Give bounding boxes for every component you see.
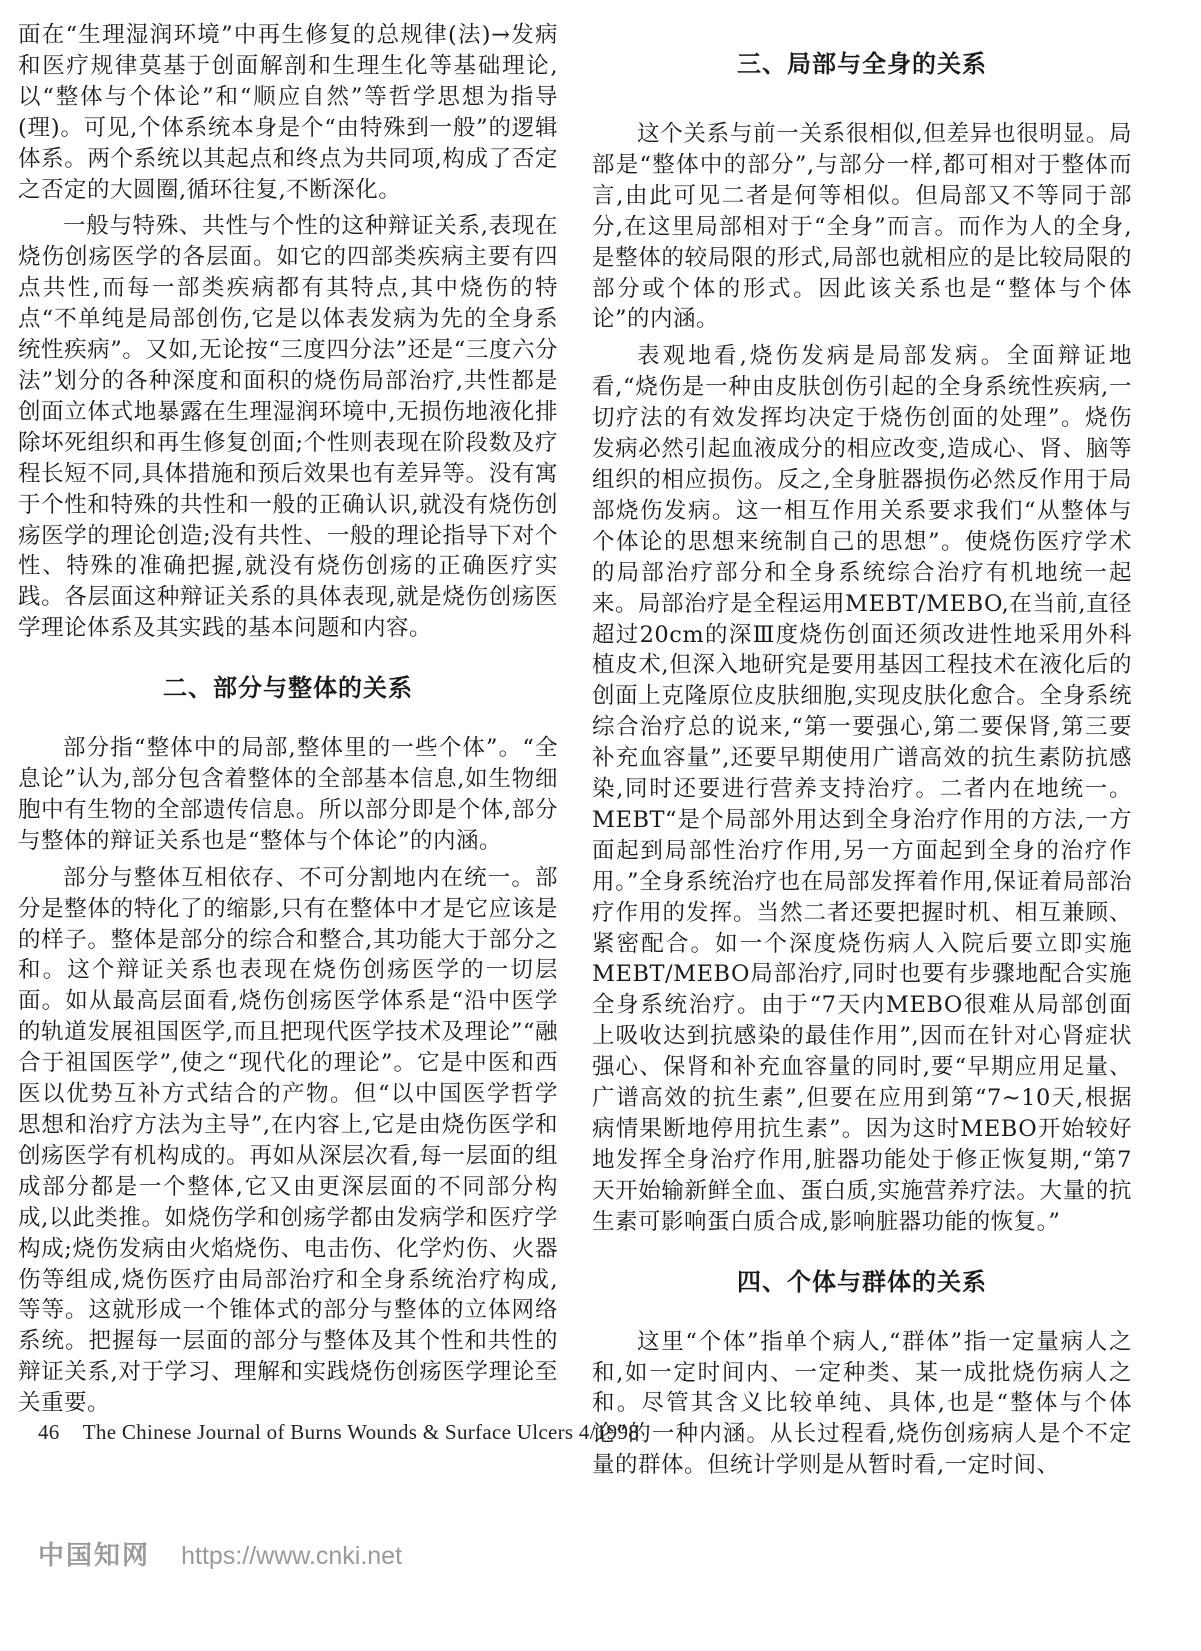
- section-heading-individual-group: 四、个体与群体的关系: [737, 1267, 987, 1296]
- body-paragraph: 部分指“整体中的局部,整体里的一些个体”。“全息论”认为,部分包含着整体的全部基本信息,如生物细胞中有生物的全部遗传信息。所以部分即是个体,部分与整体的辩证关系也是“整体与个体论”的内涵。: [18, 735, 558, 854]
- body-paragraph: 一般与特殊、共性与个性的这种辩证关系,表现在烧伤创疡医学的各层面。如它的四部类疾病主要有四点共性,而每一部类疾病都有其特点,其中烧伤的特点“不单纯是局部创伤,它是以体表发病为先的全身系统性疾病”。又如,无论按“三度四分法”还是“三度六分法”划分的各种深度和面积的烧伤局部治疗,共性都是创面立体式地暴露在生理湿润环境中,无损伤地液化排除坏死组织和再生修复创面;个性则表现在阶段数及疗程长短不同,具体措施和预后效果也有差异等。没有寓于个性和特殊的共性和一般的正确认识,就没有烧伤创疡医学的理论创造;没有共性、一般的理论指导下对个性、特殊的准确把握,就没有烧伤创疡的正确医疗实践。各层面这种辩证关系的具体表现,就是烧伤创疡医学理论体系及其实践的基本问题和内容。: [18, 213, 558, 642]
- body-paragraph: 这里“个体”指单个病人,“群体”指一定量病人之和,如一定时间内、一定种类、某一成批烧伤病人之和。尽管其含义比较单纯、具体,也是“整体与个体论”的一种内涵。从长过程看,烧伤创疡病人是个不定量的群体。但统计学则是从暂时看,一定时间、: [592, 1328, 1132, 1479]
- cnki-url: https://www.cnki.net: [181, 1542, 403, 1570]
- journal-citation: The Chinese Journal of Burns Wounds & Surface Ulcers 4/1998: [82, 1420, 640, 1444]
- cnki-logo: 中国知网: [38, 1541, 151, 1571]
- body-paragraph: 这个关系与前一关系很相似,但差异也很明显。局部是“整体中的部分”,与部分一样,都可相对于整体而言,由此可见二者是何等相似。但局部又不等同于部分,在这里局部相对于“全身”而言。而作为人的全身,是整体的较局限的形式,局部也就相应的是比较局限的部分或个体的形式。因此该关系也是“整体与个体论”的内涵。: [592, 121, 1132, 333]
- page-number: 46: [38, 1420, 60, 1444]
- section-heading-part-whole: 二、部分与整体的关系: [163, 674, 413, 703]
- section-heading-local-whole-body: 三、局部与全身的关系: [737, 50, 987, 78]
- right-text-column: [592, 44, 1132, 1487]
- body-paragraph: 部分与整体互相依存、不可分割地内在统一。部分是整体的特化了的缩影,只有在整体中才是它应该是的样子。整体是部分的综合和整合,其功能大于部分之和。这个辩证关系也表现在烧伤创疡医学的一切层面。如从最高层面看,烧伤创疡医学体系是“沿中医学的轨道发展祖国医学,而且把现代医学技术及理论”“融合于祖国医学”,使之“现代化的理论”。它是中医和西医以优势互补方式结合的产物。但“以中国医学哲学思想和治疗方法为主导”,在内容上,它是由烧伤医学和创疡医学有机构成的。再如从深层次看,每一层面的组成部分都是一个整体,它又由更深层面的不同部分构成,以此类推。如烧伤学和创疡学都由发病学和医疗学构成;烧伤发病由火焰烧伤、电击伤、化学灼伤、火器伤等组成,烧伤医疗由局部治疗和全身系统治疗构成,等等。这就形成一个锥体式的部分与整体的立体网络系统。把握每一层面的部分与整体及其个性和共性的辩证关系,对于学习、理解和实践烧伤创疡医学理论至关重要。: [18, 864, 558, 1417]
- page-footer: [38, 1420, 639, 1445]
- body-paragraph: 面在“生理湿润环境”中再生修复的总规律(法)→发病和医疗规律莫基于创面解剖和生理生化等基础理论,以“整体与个体论”和“顺应自然”等哲学思想为指导(理)。可见,个体系统本身是个“由特殊到一般”的逻辑体系。两个系统以其起点和终点为共同项,构成了否定之否定的大圆圈,循环往复,不断深化。: [18, 22, 558, 203]
- body-paragraph: 表观地看,烧伤发病是局部发病。全面辩证地看,“烧伤是一种由皮肤创伤引起的全身系统性疾病,一切疗法的有效发挥均决定于烧伤创面的处理”。烧伤发病必然引起血液成分的相应改变,造成心、肾、脑等组织的相应损伤。反之,全身脏器损伤必然反作用于局部烧伤发病。这一相互作用关系要求我们“从整体与个体论的思想来统制自己的思想”。使烧伤医疗学术的局部治疗部分和全身系统综合治疗有机地统一起来。局部治疗是全程运用MEBT/MEBO,在当前,直径超过20cm的深Ⅲ度烧伤创面还须改进性地采用外科植皮术,但深入地研究是要用基因工程技术在液化后的创面上克隆原位皮肤细胞,实现皮肤化愈合。全身系统综合治疗总的说来,“第一要强心,第二要保肾,第三要补充血容量”,还要早期使用广谱高效的抗生素防抗感染,同时还要进行营养支持治疗。二者内在地统一。MEBT“是个局部外用达到全身治疗作用的方法,一方面起到局部性治疗作用,另一方面起到全身的治疗作用。”全身系统治疗也在局部发挥着作用,保证着局部治疗作用的发挥。当然二者还要把握时机、相互兼顾、紧密配合。如一个深度烧伤病人入院后要立即实施MEBT/MEBO局部治疗,同时也要有步骤地配合实施全身系统治疗。由于“7天内MEBO很难从局部创面上吸收达到抗感染的最佳作用”,因而在针对心肾症状强心、保肾和补充血容量的同时,要“早期应用足量、广谱高效的抗生素”,但要在应用到第“7~10天,根据病情果断地停用抗生素”。因为这时MEBO开始较好地发挥全身治疗作用,脏器功能处于修正恢复期,“第7天开始输新鲜全血、蛋白质,实施营养疗法。大量的抗生素可影响蛋白质合成,影响脏器功能的恢复。”: [592, 343, 1132, 1235]
- cnki-watermark: [38, 1535, 402, 1572]
- left-text-column: [18, 20, 558, 1425]
